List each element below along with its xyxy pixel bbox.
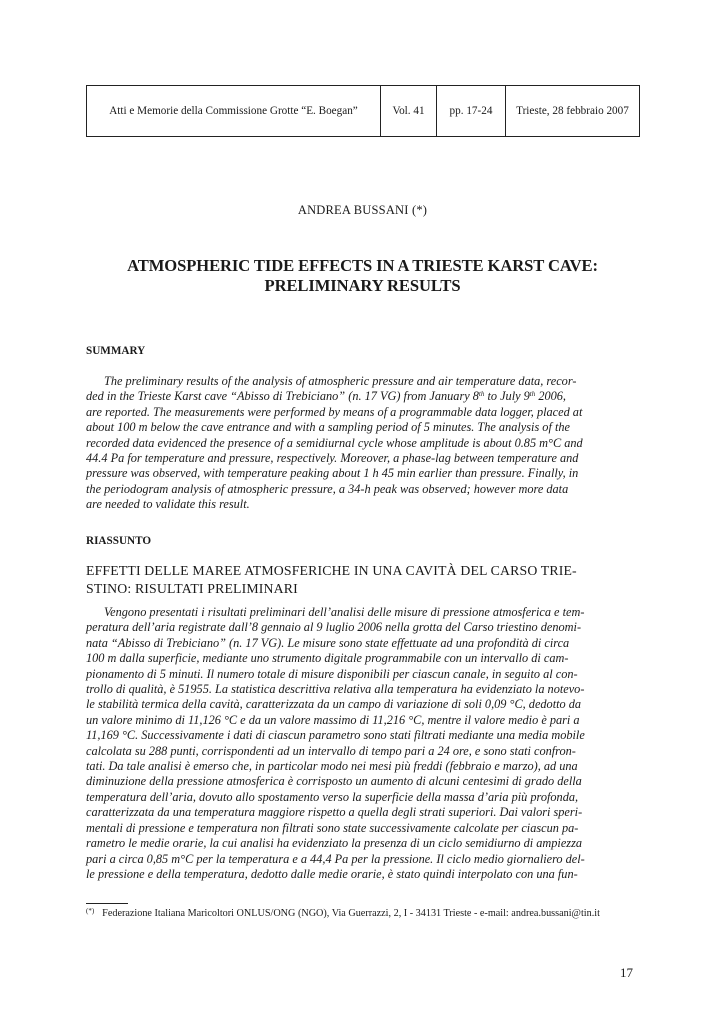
journal-place-date: Trieste, 28 febbraio 2007 — [506, 86, 640, 137]
summary-line: are needed to validate this result. — [86, 497, 250, 512]
riassunto-line: peratura dell’aria registrate dall’8 gennaio al 9 luglio 2006 nella grotta del Carso triestino denomi- — [86, 620, 582, 635]
riassunto-line: trollo di qualità, è 51955. La statistica descrittiva relativa alla temperatura ha evidenziato la notevo- — [86, 682, 585, 697]
summary-line: are reported. The measurements were performed by means of a programmable data logger, placed at — [86, 404, 583, 419]
riassunto-line: un valore minimo di 11,126 °C e da un valore massimo di 11,216 °C, mentre il valore medio è pari a — [86, 712, 580, 727]
summary-line: The preliminary results of the analysis of atmospheric pressure and air temperature data, recor- — [104, 374, 577, 388]
riassunto-line: le stabilità termica della cavità, caratterizzata da un campo di variazione di soli 0,09 °C, dedotto da — [86, 697, 582, 712]
page-number: 17 — [620, 965, 633, 980]
riassunto-line: temperatura dell’aria, dovuto allo spostamento verso la superficie della massa d’aria più profonda, — [86, 789, 579, 804]
summary-line: recorded data evidenced the presence of a semidiurnal cycle whose amplitude is about 0.85 m°C and — [86, 435, 583, 450]
footnote — [86, 907, 600, 919]
riassunto-line: calcolata su 288 punti, corrispondenti ad un intervallo di tempo pari a 24 ore, e sono stati confron- — [86, 743, 576, 758]
summary-text — [86, 374, 642, 513]
riassunto-line: pari a circa 0,85 m°C per la temperatura e a 44,4 Pa per la pressione. Il ciclo medio giornaliero del- — [86, 851, 585, 866]
riassunto-line: pionamento di 5 minuti. Il numero totale di misure disponibili per ciascun canale, in seguito al con- — [86, 666, 578, 681]
summary-line: pressure was observed, with temperature peaking about 1 h 45 min earlier than pressure. Finally, in — [86, 466, 579, 481]
paper-title — [60, 256, 665, 296]
riassunto-line: caratterizzata da una temperatura maggiore rispetto a quella degli strati superiori. Dai valori speri- — [86, 805, 583, 820]
footnote-text: Federazione Italiana Maricoltori ONLUS/ONG (NGO), Via Guerrazzi, 2, I - 34131 Trieste - e-mail: andrea.bussani@tin.it — [102, 908, 600, 919]
summary-heading: SUMMARY — [86, 345, 146, 357]
summary-line: ded in the Trieste Karst cave “Abisso di Trebiciano” (n. 17 VG) from January 8th to July 9th 2006, — [86, 389, 566, 404]
italian-title-line: EFFETTI DELLE MAREE ATMOSFERICHE IN UNA CAVITÀ DEL CARSO TRIE- — [86, 563, 577, 578]
journal-pages: pp. 17-24 — [437, 86, 506, 137]
riassunto-heading: RIASSUNTO — [86, 535, 152, 547]
italian-title-line: STINO: RISULTATI PRELIMINARI — [86, 581, 298, 596]
footnote-mark: (*) — [86, 907, 95, 915]
summary-line: about 100 m below the cave entrance and with a sampling period of 5 minutes. The analysis of the — [86, 420, 570, 435]
journal-name: Atti e Memorie della Commissione Grotte “E. Boegan” — [87, 86, 381, 137]
journal-volume: Vol. 41 — [381, 86, 437, 137]
paper-title-line: PRELIMINARY RESULTS — [264, 276, 461, 295]
riassunto-line: 11,169 °C. Successivamente i dati di ciascun parametro sono stati filtrati mediante una media mobile — [86, 728, 585, 743]
riassunto-line: nata “Abisso di Trebiciano” (n. 17 VG). Le misure sono state effettuate ad una profondità di circa — [86, 635, 570, 650]
footnote-divider — [86, 903, 128, 904]
riassunto-line: Vengono presentati i risultati preliminari dell’analisi delle misure di pressione atmosferica e tem- — [104, 605, 585, 619]
riassunto-line: mentali di pressione e temperatura non filtrati sono state successivamente calcolate per ciascun pa- — [86, 820, 579, 835]
summary-line: the periodogram analysis of atmospheric pressure, a 34-h peak was observed; however more data — [86, 481, 569, 496]
journal-header-table — [86, 85, 640, 137]
paper-title-line: ATMOSPHERIC TIDE EFFECTS IN A TRIESTE KARST CAVE: — [127, 256, 598, 275]
riassunto-line: le pressione e della temperatura, dedotto dalle medie orarie, è stato quindi interpolato con una fun- — [86, 866, 578, 881]
riassunto-line: tati. Da tale analisi è emerso che, in particolar modo nei mesi più freddi (febbraio e marzo), ad una — [86, 759, 578, 774]
author-name: ANDREA BUSSANI (*) — [297, 203, 428, 217]
riassunto-text — [86, 605, 642, 882]
italian-title — [86, 562, 646, 598]
summary-line: 44.4 Pa for temperature and pressure, respectively. Moreover, a phase-lag between temperature and — [86, 451, 579, 466]
riassunto-line: rametro le medie orarie, la cui analisi ha evidenziato la presenza di un ciclo semidiurno di ampiezza — [86, 836, 583, 851]
riassunto-line: diminuzione della pressione atmosferica è corrisposto un aumento di alcuni centesimi di grado della — [86, 774, 582, 789]
riassunto-line: 100 m dalla superficie, mediante uno strumento digitale programmabile con un intervallo di cam- — [86, 651, 569, 666]
